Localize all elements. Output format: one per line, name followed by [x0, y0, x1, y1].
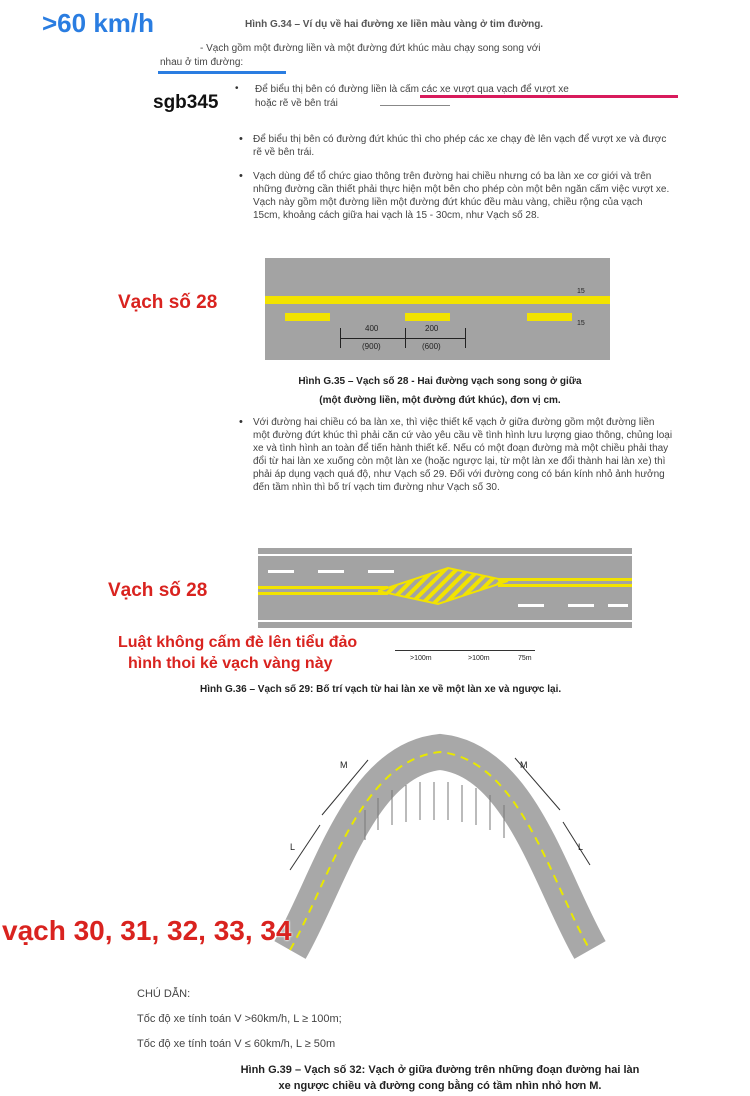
yellow-dash [405, 313, 450, 321]
bullet-4: • Với đường hai chiều có ba làn xe, thì việc thiết kế vạch ở giữa đường gồm một đường liền một đường đứt khúc thì phải căn cứ vào yêu cầu về tình hình lưu lượng giao thông, chủng loại xe và tình hình an toàn để tiến hành thiết kế. Nếu có một đoạn đường mà một chiều phải thay đổi từ hai làn xe xuống còn một làn xe (hoặc ngược lại, từ một làn xe đổi thành hai làn xe) thì phải áp dụng vạch quá độ, như Vạch số 29. Đối với đường cong có bán kính nhỏ ảnh hưởng đến tầm nhìn thì bố trí vạch tim đường như Vạch số 30. [253, 416, 673, 494]
fig-g35-caption-1: Hình G.35 – Vạch số 28 - Hai đường vạch song song ở giữa [298, 376, 582, 387]
bullet-2: • Để biểu thị bên có đường đứt khúc thì cho phép các xe chạy đè lên vạch để vượt xe và được rẽ về bên trái. [253, 133, 671, 159]
fig-g34-caption: Hình G.34 – Ví dụ về hai đường xe liền màu vàng ở tim đường. [245, 19, 544, 30]
user-annotation: sgb345 [153, 92, 219, 113]
vach-range-annotation: vạch 30, 31, 32, 33, 34 [2, 915, 292, 946]
legend-line-1: Tốc độ xe tính toán V >60km/h, L ≥ 100m; [137, 1013, 342, 1025]
lane-dash [318, 570, 344, 573]
legend-title: CHÚ DẪN: [137, 988, 191, 1000]
speed-annotation: >60 km/h [42, 8, 155, 38]
vach-28-annotation-2: Vạch số 28 [108, 580, 208, 601]
dim-gap-label: 200 [425, 324, 439, 333]
g36-dim-3: 75m [518, 655, 532, 662]
label-m-left: M [340, 760, 348, 770]
bullet-1-dot: • [235, 83, 239, 94]
red-underline [420, 95, 678, 98]
g36-dim-2: >100m [468, 655, 490, 662]
dim-side-bottom-label: 15 [577, 320, 585, 327]
label-m-right: M [520, 760, 528, 770]
dimension-line [340, 338, 465, 339]
center-yellow-line [258, 592, 388, 595]
diagram-g35-road [265, 258, 610, 360]
diamond-island [378, 566, 508, 606]
yellow-dash [285, 313, 330, 321]
dim-side-top-label: 15 [577, 288, 585, 295]
bullet-1-line-1: Để biểu thị bên có đường liền là cấm các xe vượt qua vạch để vượt xe [255, 84, 569, 95]
dimension-tick [465, 328, 466, 348]
label-l-right: L [578, 842, 584, 852]
intro-line-2: nhau ở tim đường: [160, 57, 244, 68]
island-note-line-2: hình thoi kẻ vạch vàng này [128, 655, 333, 672]
island-note-line-1: Luật không cấm đè lên tiểu đảo [118, 634, 358, 651]
diagram-g36-road [258, 548, 632, 628]
lane-dash [518, 604, 544, 607]
road-edge-line [258, 554, 632, 556]
lane-dash [608, 604, 628, 607]
solid-yellow-line [265, 296, 610, 304]
fig-g35-caption-2: (một đường liền, một đường đứt khúc), đơn vị cm. [319, 395, 561, 406]
dim-gap-alt-label: (600) [422, 342, 441, 351]
lane-dash [568, 604, 594, 607]
center-yellow-line [498, 584, 632, 587]
dimension-tick [405, 328, 406, 348]
blue-underline [158, 71, 286, 74]
g36-dim-1: >100m [410, 655, 432, 662]
bullet-3: • Vạch dùng để tổ chức giao thông trên đường hai chiều nhưng có ba làn xe cơ giới và trên những đường cần thiết phải thực hiện một bên cho phép còn một bên ngăn cấm việc vượt xe. Vạch này gồm một đường liền một đường đứt khúc đều màu vàng, chiều rộng của vạch 15cm, khoảng cách giữa hai vạch là 15 - 30cm, như Vạch số 28. [253, 170, 671, 222]
g36-dim-line [395, 650, 535, 651]
bullet-1-line-2: hoặc rẽ về bên trái [255, 98, 338, 109]
center-yellow-line [258, 586, 388, 589]
gray-underline [380, 105, 450, 106]
fig-g36-caption: Hình G.36 – Vạch số 29: Bố trí vạch từ hai làn xe về một làn xe và ngược lại. [200, 684, 562, 695]
label-l-left: L [290, 842, 296, 852]
dimension-tick [340, 328, 341, 348]
center-yellow-line [498, 578, 632, 581]
intro-line-1: - Vạch gồm một đường liền và một đường đứt khúc màu chạy song song với [200, 43, 541, 54]
lane-dash [268, 570, 294, 573]
diagram-g39-curve [270, 730, 610, 965]
dim-dash-alt-label: (900) [362, 342, 381, 351]
legend-line-2: Tốc độ xe tính toán V ≤ 60km/h, L ≥ 50m [137, 1038, 336, 1050]
vach-28-annotation-1: Vạch số 28 [118, 292, 218, 313]
dim-dash-label: 400 [365, 324, 379, 333]
fig-g39-caption-1: Hình G.39 – Vạch số 32: Vạch ở giữa đường trên những đoạn đường hai làn [240, 1064, 640, 1076]
yellow-dash [527, 313, 572, 321]
road-edge-line [258, 620, 632, 622]
fig-g39-caption-2: xe ngược chiều và đường cong bằng có tầm nhìn nhỏ hơn M. [278, 1080, 602, 1092]
